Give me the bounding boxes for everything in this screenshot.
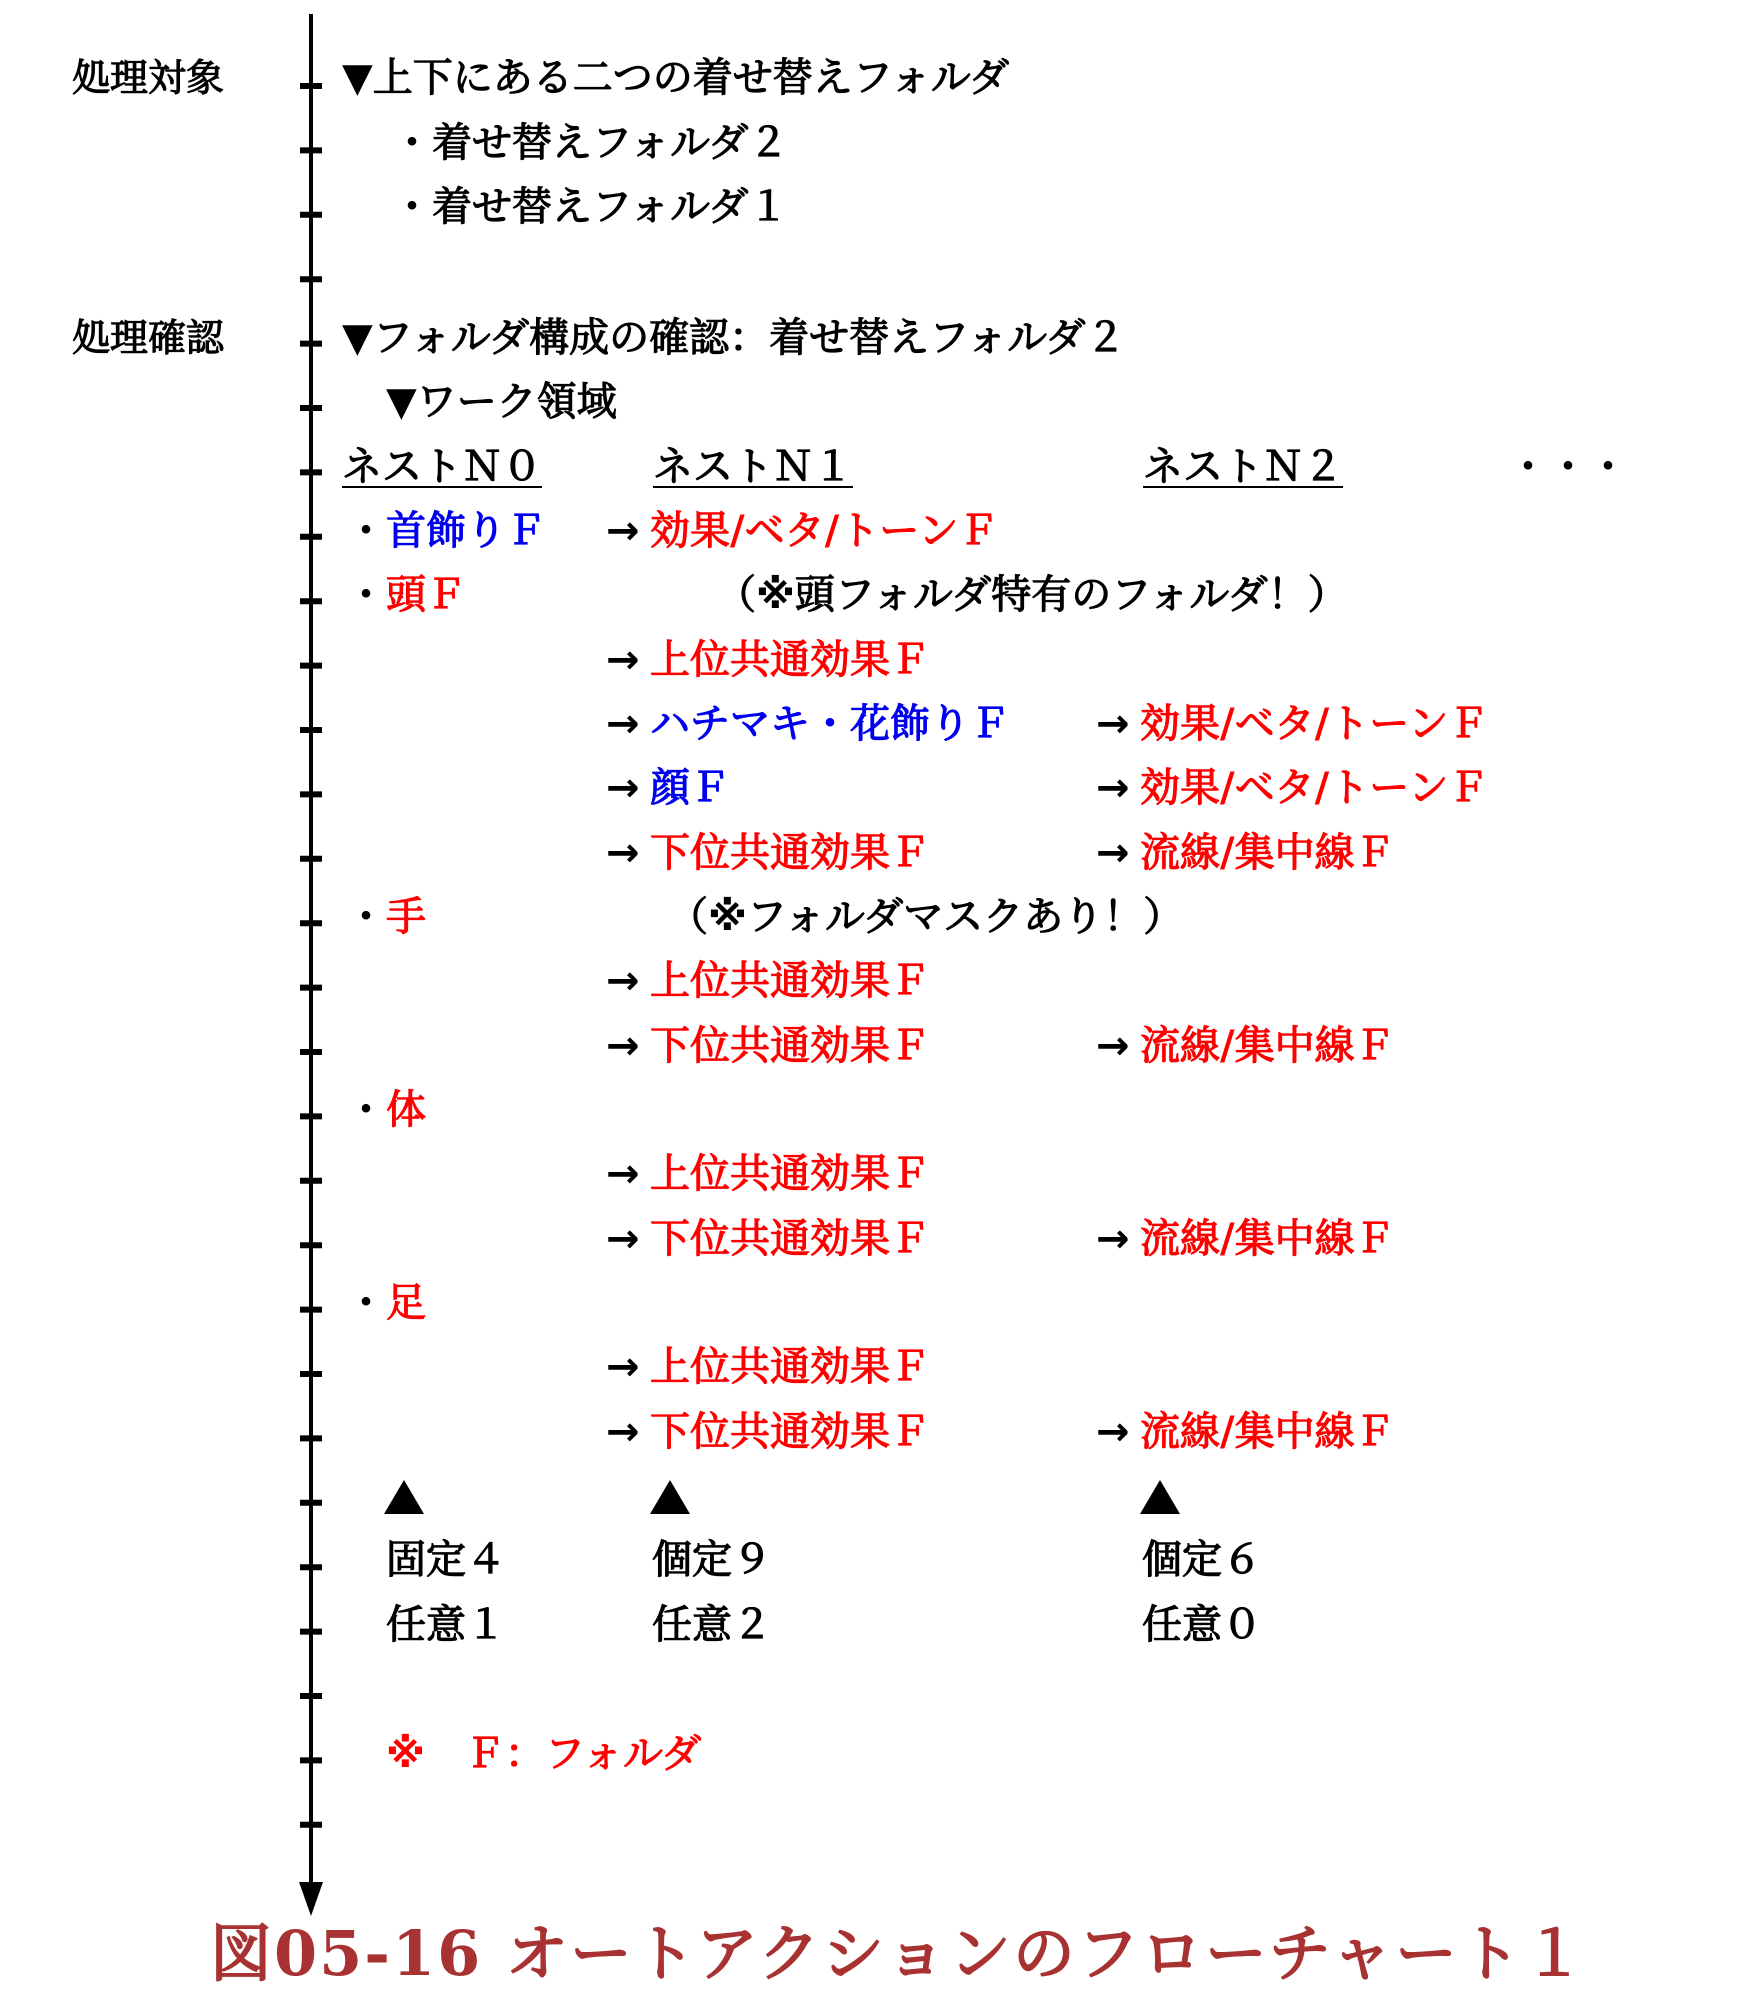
node-kubikazari: 首飾りＦ [386, 508, 546, 554]
column-header-n2: ネストＮ２ [1143, 444, 1343, 490]
figure-caption: 図05-16 オートアクションのフローチャート１ [210, 1917, 1588, 1990]
node-atama-lower-common: 下位共通効果Ｆ [650, 830, 930, 876]
arrow: → [606, 637, 640, 683]
arrow: → [1096, 701, 1130, 747]
marker-triangle-n1 [650, 1480, 690, 1514]
bullet: ・ [346, 1280, 386, 1326]
node-atama: 頭Ｆ [386, 572, 466, 618]
arrow: → [606, 508, 640, 554]
arrow: → [606, 1344, 640, 1390]
target-item-2: ・着せ替えフォルダ２ [392, 120, 789, 166]
column-header-n0: ネストＮ０ [342, 444, 542, 490]
arrow: → [606, 958, 640, 1004]
node-karada-lower-common: 下位共通効果Ｆ [650, 1216, 930, 1262]
node-te-speed-lines: 流線/集中線Ｆ [1140, 1023, 1395, 1069]
arrow: → [1096, 1216, 1130, 1262]
arrow: → [1096, 765, 1130, 811]
node-karada-speed-lines: 流線/集中線Ｆ [1140, 1216, 1395, 1262]
arrow: → [606, 830, 640, 876]
node-karada: 体 [386, 1087, 426, 1133]
node-hachimaki: ハチマキ・花飾りＦ [650, 701, 1010, 747]
bullet: ・ [346, 1087, 386, 1133]
note-atama: （※頭フォルダ特有のフォルダ！） [716, 572, 1348, 618]
node-te-lower-common: 下位共通効果Ｆ [650, 1023, 930, 1069]
node-ashi-upper-common: 上位共通効果Ｆ [650, 1344, 930, 1390]
count-n1-optional: 任意２ [652, 1602, 772, 1648]
node-atama-speed-lines: 流線/集中線Ｆ [1140, 830, 1395, 876]
count-n0-optional: 任意１ [386, 1602, 506, 1648]
target-heading: ▼上下にある二つの着せ替えフォルダ [342, 55, 1010, 101]
arrow: → [606, 1216, 640, 1262]
node-kao-effect-beta-tone: 効果/ベタ/トーンＦ [1140, 765, 1489, 811]
count-n2-optional: 任意０ [1142, 1602, 1262, 1648]
section-label-confirm: 処理確認 [72, 316, 225, 360]
count-n1-fixed: 個定９ [652, 1537, 772, 1583]
node-ashi-lower-common: 下位共通効果Ｆ [650, 1409, 930, 1455]
bullet: ・ [346, 572, 386, 618]
timeline-arrowhead [299, 1882, 323, 1916]
arrow: → [1096, 1409, 1130, 1455]
section-label-target: 処理対象 [72, 56, 225, 100]
arrow: → [1096, 1023, 1130, 1069]
arrow: → [606, 1023, 640, 1069]
column-header-n1: ネストＮ１ [653, 444, 853, 490]
node-ashi-speed-lines: 流線/集中線Ｆ [1140, 1409, 1395, 1455]
confirm-heading: ▼フォルダ構成の確認：着せ替えフォルダ２ [342, 315, 1126, 361]
note-te: （※フォルダマスクあり！） [668, 894, 1184, 940]
arrow: → [606, 1151, 640, 1197]
node-atama-upper-common: 上位共通効果Ｆ [650, 637, 930, 683]
bullet: ・ [346, 894, 386, 940]
count-n2-fixed: 個定６ [1142, 1537, 1262, 1583]
node-ashi: 足 [386, 1280, 426, 1326]
arrow: → [606, 1409, 640, 1455]
work-area-heading: ▼ワーク領域 [386, 379, 617, 425]
legend-note: ※ Ｆ：フォルダ [386, 1731, 702, 1777]
arrow: → [1096, 830, 1130, 876]
marker-triangle-n2 [1140, 1480, 1180, 1514]
node-karada-upper-common: 上位共通効果Ｆ [650, 1151, 930, 1197]
node-kubi-effect-beta-tone: 効果/ベタ/トーンＦ [650, 508, 999, 554]
column-header-more: ・・・ [1508, 444, 1628, 490]
arrow: → [606, 765, 640, 811]
node-te-upper-common: 上位共通効果Ｆ [650, 958, 930, 1004]
node-hachimaki-effect-beta-tone: 効果/ベタ/トーンＦ [1140, 701, 1489, 747]
marker-triangle-n0 [384, 1480, 424, 1514]
bullet: ・ [346, 508, 386, 554]
arrow: → [606, 701, 640, 747]
count-n0-fixed: 固定４ [386, 1537, 506, 1583]
target-item-1: ・着せ替えフォルダ１ [392, 184, 789, 230]
node-kao: 顔Ｆ [650, 765, 730, 811]
node-te: 手 [386, 894, 426, 940]
